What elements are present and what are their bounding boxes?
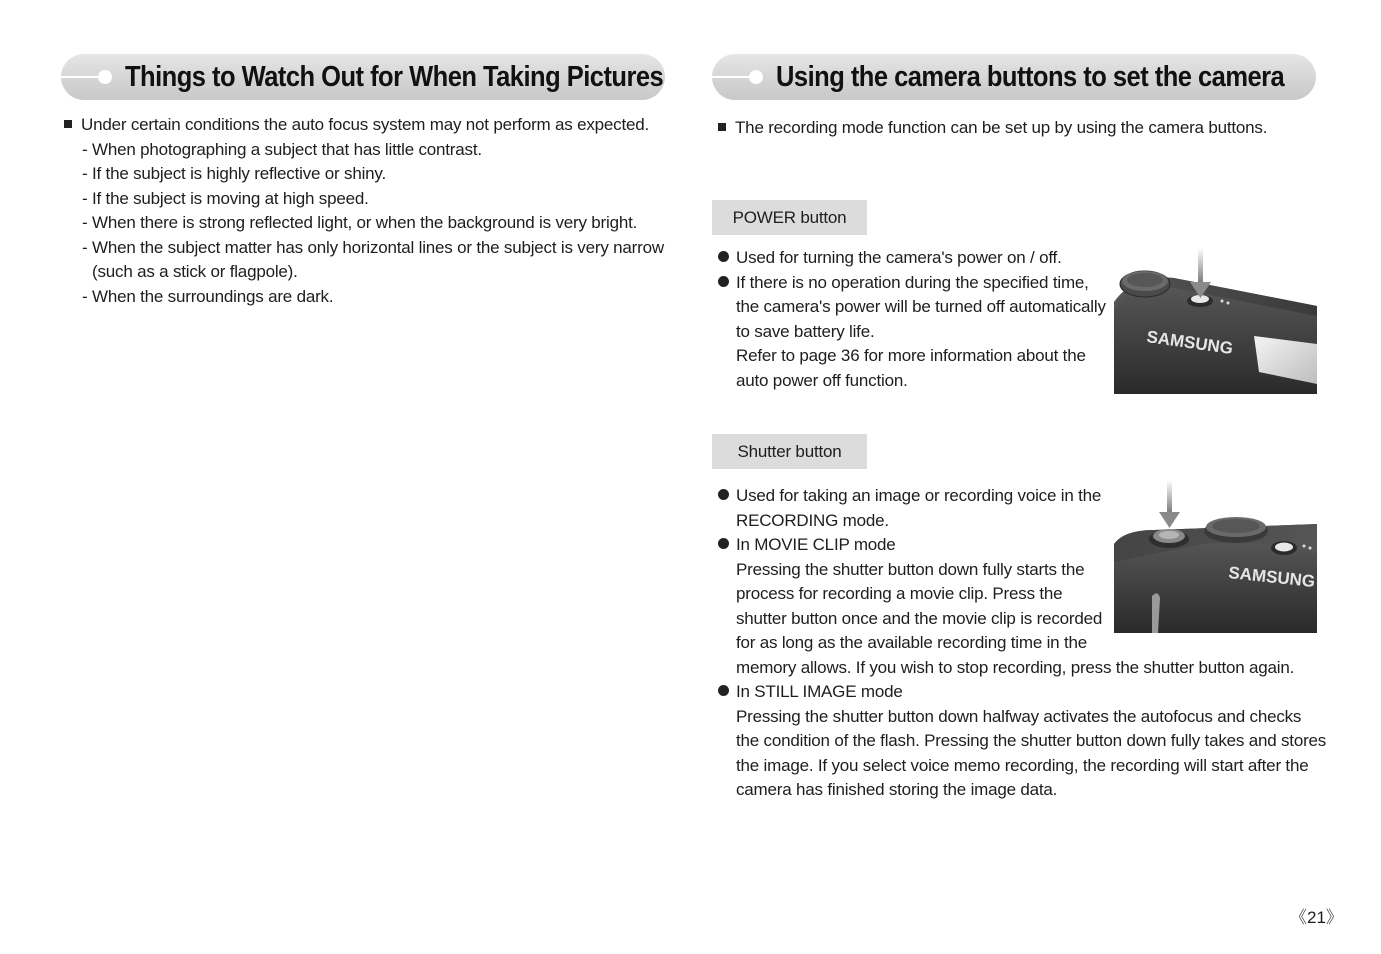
section-header-watch-out <box>61 54 665 100</box>
samsung-logo: SAMSUNG <box>1227 563 1316 592</box>
circle-bullet-icon <box>718 276 729 287</box>
list-item-continuation: Pressing the shutter button down fully starts the <box>736 559 1085 579</box>
circle-bullet-icon <box>718 538 729 549</box>
camera-buttons-intro: The recording mode function can be set up by using the camera buttons. <box>718 116 1267 141</box>
autofocus-condition-list <box>64 138 664 310</box>
list-item: In MOVIE CLIP mode <box>718 533 1326 558</box>
circle-bullet-icon <box>718 251 729 262</box>
list-item-continuation: the camera's power will be turned off automatically <box>736 297 1106 316</box>
list-item-continuation: camera has finished storing the image data. <box>736 780 1058 799</box>
circle-bullet-icon <box>718 685 729 696</box>
list-item-continuation: auto power off function. <box>736 370 908 390</box>
list-item: - If the subject is highly reflective or shiny. <box>82 164 386 183</box>
list-item: - When the subject matter has only horizontal lines or the subject is very narrow <box>82 237 664 257</box>
list-item-continuation: memory allows. If you wish to stop recording, press the shutter button again. <box>736 657 1295 677</box>
square-bullet-icon <box>64 120 72 128</box>
list-item-continuation: the condition of the flash. Pressing the shutter button down fully takes and stores <box>736 731 1327 750</box>
list-item: Used for taking an image or recording voice in the <box>718 484 1326 509</box>
header-decoration-dot <box>98 70 112 84</box>
power-button-label: POWER button <box>712 200 867 235</box>
section-title-watch-out: Things to Watch Out for When Taking Pictures <box>125 61 664 93</box>
power-button-description <box>718 246 1106 393</box>
camera-top-shutter-button-image <box>1114 478 1317 633</box>
list-item-continuation: Refer to page 36 for more information about the <box>736 346 1086 365</box>
section-title-camera-buttons: Using the camera buttons to set the camera <box>776 61 1285 93</box>
camera-top-power-button-image <box>1114 244 1317 394</box>
list-item: - When photographing a subject that has little contrast. <box>82 139 482 159</box>
list-item-continuation: the image. If you select voice memo recording, the recording will start after the <box>736 755 1309 775</box>
list-item-continuation: Pressing the shutter button down halfway activates the autofocus and checks <box>736 706 1302 726</box>
section-header-camera-buttons <box>712 54 1316 100</box>
samsung-logo: SAMSUNG <box>1145 327 1235 359</box>
list-item-continuation: process for recording a movie clip. Press the <box>736 584 1063 603</box>
list-item: - If the subject is moving at high speed. <box>82 188 369 208</box>
list-item: - When there is strong reflected light, or when the background is very bright. <box>82 213 638 232</box>
square-bullet-icon <box>718 123 726 131</box>
circle-bullet-icon <box>718 489 729 500</box>
list-item-continuation: (such as a stick or flagpole). <box>92 262 298 281</box>
autofocus-warning-list <box>64 113 664 309</box>
list-item-continuation: shutter button once and the movie clip is recorded <box>736 608 1103 628</box>
list-item: Used for turning the camera's power on / off. <box>718 246 1106 271</box>
page-number: 《21》 <box>1290 908 1343 927</box>
shutter-button-label: Shutter button <box>712 434 867 469</box>
list-item-continuation: RECORDING mode. <box>736 510 889 530</box>
list-item: In STILL IMAGE mode <box>718 680 1326 705</box>
list-item-continuation: for as long as the available recording time in the <box>736 633 1087 652</box>
list-item-continuation: to save battery life. <box>736 321 875 341</box>
list-item: If there is no operation during the specified time, <box>718 271 1106 296</box>
header-decoration-dot <box>749 70 763 84</box>
autofocus-warning-intro: Under certain conditions the auto focus system may not perform as expected. <box>64 113 664 138</box>
list-item: - When the surroundings are dark. <box>82 286 334 306</box>
